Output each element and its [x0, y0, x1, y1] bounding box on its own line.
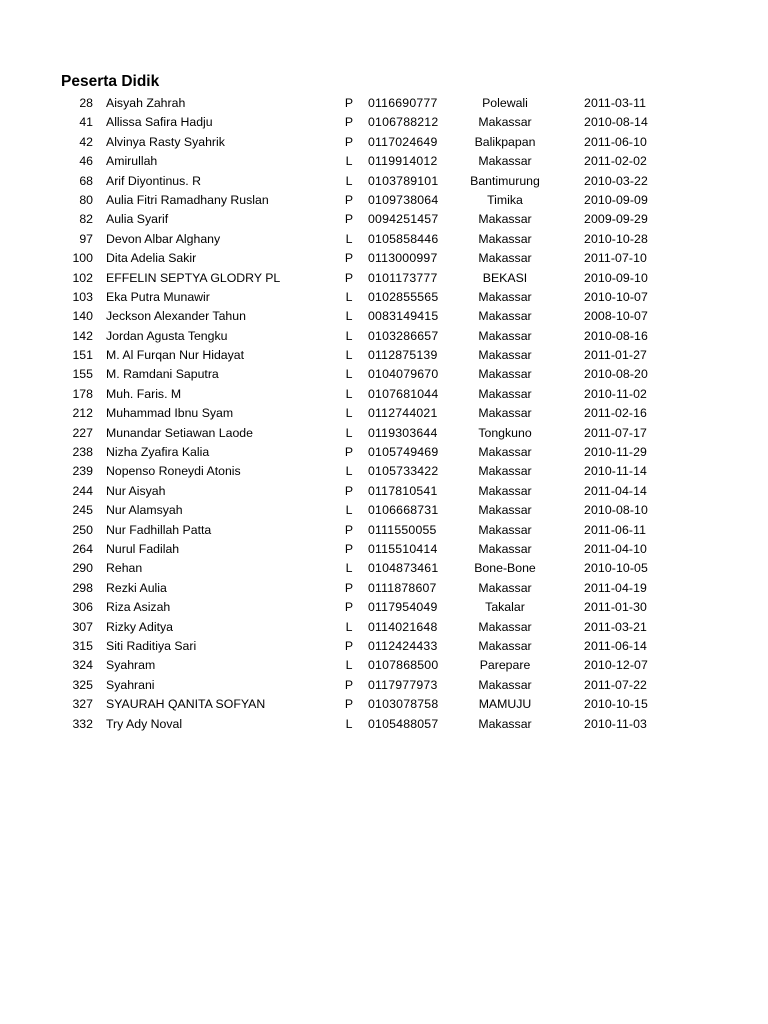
student-birth-date: 2011-04-14	[584, 483, 647, 498]
student-birth-date: 2011-06-11	[584, 522, 647, 537]
student-nisn: 0103789101	[368, 173, 439, 188]
student-name: Siti Raditiya Sari	[106, 638, 197, 653]
student-birthplace: Makassar	[478, 289, 532, 304]
student-row	[0, 598, 768, 617]
student-name: Jordan Agusta Tengku	[106, 328, 228, 343]
student-nisn: 0117024649	[368, 134, 438, 149]
student-sex: P	[344, 697, 354, 712]
student-row	[0, 346, 768, 365]
student-row	[0, 249, 768, 268]
student-nisn: 0112875139	[368, 348, 438, 363]
student-nisn: 0117977973	[368, 677, 438, 692]
student-row	[0, 637, 768, 656]
student-birthplace: Makassar	[478, 231, 532, 246]
student-name: Arif Diyontinus. R	[106, 173, 201, 188]
student-number: 315	[72, 638, 93, 653]
student-name: Devon Albar Alghany	[106, 231, 221, 246]
student-nisn: 0104079670	[368, 367, 439, 382]
student-nisn: 0103286657	[368, 328, 439, 343]
student-birthplace: BEKASI	[482, 270, 528, 285]
student-birth-date: 2010-08-20	[584, 367, 648, 382]
student-birth-date: 2011-06-10	[584, 134, 647, 149]
student-birthplace: Makassar	[478, 154, 532, 169]
student-number: 306	[72, 600, 93, 615]
student-sex: P	[344, 134, 354, 149]
student-number: 68	[79, 173, 93, 188]
student-sex: P	[344, 541, 354, 556]
student-row	[0, 656, 768, 675]
student-sex: L	[345, 386, 353, 401]
student-name: EFFELIN SEPTYA GLODRY PL	[106, 270, 281, 285]
student-row	[0, 113, 768, 132]
student-number: 245	[72, 503, 93, 518]
student-birth-date: 2010-10-05	[584, 561, 648, 576]
student-sex: P	[344, 638, 354, 653]
student-row	[0, 443, 768, 462]
student-birthplace: Makassar	[478, 115, 532, 130]
student-sex: P	[344, 677, 354, 692]
student-birthplace: Makassar	[478, 406, 532, 421]
student-row	[0, 269, 768, 288]
student-birthplace: Timika	[487, 192, 523, 207]
student-row	[0, 424, 768, 443]
student-row	[0, 288, 768, 307]
student-birthplace: Makassar	[478, 638, 532, 653]
student-row	[0, 191, 768, 210]
page-title: Peserta Didik	[61, 73, 160, 90]
student-birth-date: 2010-08-16	[584, 328, 648, 343]
student-sex: P	[344, 270, 354, 285]
student-sex: P	[344, 251, 354, 266]
student-nisn: 0103078758	[368, 697, 439, 712]
student-birth-date: 2011-04-19	[584, 580, 647, 595]
student-birthplace: Makassar	[478, 386, 532, 401]
student-name: Jeckson Alexander Tahun	[106, 309, 246, 324]
student-sex: L	[345, 231, 353, 246]
student-name: Aulia Syarif	[106, 212, 169, 227]
student-number: 244	[72, 483, 93, 498]
student-birthplace: Makassar	[478, 212, 532, 227]
student-nisn: 0111878607	[368, 580, 437, 595]
student-birth-date: 2011-03-11	[584, 96, 647, 110]
student-sex: P	[344, 96, 354, 110]
student-nisn: 0115510414	[368, 541, 438, 556]
student-number: 307	[72, 619, 93, 634]
student-number: 178	[72, 386, 93, 401]
student-number: 80	[79, 192, 93, 207]
student-birthplace: Makassar	[478, 580, 532, 595]
student-number: 250	[72, 522, 93, 537]
student-birthplace: Makassar	[478, 503, 532, 518]
student-birthplace: Makassar	[478, 464, 532, 479]
student-birthplace: Bantimurung	[470, 173, 540, 188]
student-birth-date: 2011-03-21	[584, 619, 647, 634]
student-nisn: 0102855565	[368, 289, 439, 304]
student-birth-date: 2010-08-14	[584, 115, 648, 130]
student-row	[0, 327, 768, 346]
student-nisn: 0105749469	[368, 445, 439, 460]
student-sex: P	[344, 445, 354, 460]
student-name: Munandar Setiawan Laode	[106, 425, 253, 440]
student-number: 239	[72, 464, 93, 479]
student-number: 227	[72, 425, 93, 440]
student-nisn: 0107681044	[368, 386, 439, 401]
student-sex: L	[345, 154, 353, 169]
student-row	[0, 365, 768, 384]
student-sex: L	[345, 289, 353, 304]
student-birth-date: 2008-10-07	[584, 309, 648, 324]
student-birth-date: 2010-11-29	[584, 445, 647, 460]
student-number: 97	[79, 231, 93, 246]
student-nisn: 0111550055	[368, 522, 437, 537]
student-name: Allissa Safira Hadju	[106, 115, 213, 130]
student-birthplace: Makassar	[478, 328, 532, 343]
student-birth-date: 2010-10-15	[584, 697, 648, 712]
student-number: 151	[72, 348, 93, 363]
student-birth-date: 2011-04-10	[584, 541, 647, 556]
student-name: Rezki Aulia	[106, 580, 167, 595]
student-birth-date: 2010-12-07	[584, 658, 648, 673]
student-birthplace: Makassar	[478, 619, 532, 634]
student-row	[0, 695, 768, 714]
student-nisn: 0106788212	[368, 115, 439, 130]
student-row	[0, 210, 768, 229]
student-sex: L	[345, 561, 353, 576]
student-sex: P	[344, 115, 354, 130]
student-birth-date: 2010-10-28	[584, 231, 648, 246]
student-number: 41	[79, 115, 93, 130]
student-name: M. Al Furqan Nur Hidayat	[106, 348, 245, 363]
student-name: Amirullah	[106, 154, 158, 169]
student-birthplace: Makassar	[478, 367, 532, 382]
student-number: 102	[72, 270, 93, 285]
student-birth-date: 2011-01-27	[584, 348, 647, 363]
student-birth-date: 2010-09-10	[584, 270, 648, 285]
student-birthplace: Makassar	[478, 251, 532, 266]
student-name: M. Ramdani Saputra	[106, 367, 219, 382]
student-number: 42	[79, 134, 93, 149]
student-birthplace: Makassar	[478, 716, 532, 731]
student-nisn: 0112424433	[368, 638, 438, 653]
student-name: SYAURAH QANITA SOFYAN	[106, 697, 266, 712]
student-birth-date: 2010-11-03	[584, 716, 647, 731]
student-sex: P	[344, 600, 354, 615]
student-sex: L	[345, 348, 353, 363]
student-nisn: 0105733422	[368, 464, 439, 479]
student-number: 103	[72, 289, 93, 304]
student-row	[0, 579, 768, 598]
student-sex: L	[345, 503, 353, 518]
student-sex: L	[345, 328, 353, 343]
student-row	[0, 676, 768, 695]
student-sex: L	[345, 464, 353, 479]
student-birth-date: 2010-11-02	[584, 386, 647, 401]
student-number: 140	[72, 309, 93, 324]
student-number: 155	[72, 367, 93, 382]
student-sex: L	[345, 406, 353, 421]
student-row	[0, 307, 768, 326]
student-birthplace: Takalar	[485, 600, 525, 615]
student-nisn: 0119303644	[368, 425, 438, 440]
student-name: Nur Alamsyah	[106, 503, 183, 518]
student-row	[0, 482, 768, 501]
student-row	[0, 385, 768, 404]
student-number: 298	[72, 580, 93, 595]
student-name: Nopenso Roneydi Atonis	[106, 464, 241, 479]
student-birth-date: 2011-02-16	[584, 406, 647, 421]
student-birth-date: 2011-01-30	[584, 600, 647, 615]
student-number: 332	[72, 716, 93, 731]
student-birth-date: 2011-07-17	[584, 425, 647, 440]
student-number: 46	[79, 154, 93, 169]
student-row	[0, 501, 768, 520]
student-birth-date: 2011-02-02	[584, 154, 647, 169]
student-row	[0, 152, 768, 171]
student-birth-date: 2011-06-14	[584, 638, 647, 653]
student-birthplace: Makassar	[478, 445, 532, 460]
student-birthplace: Bone-Bone	[474, 561, 536, 576]
student-name: Eka Putra Munawir	[106, 289, 210, 304]
student-sex: P	[344, 192, 354, 207]
student-name: Aulia Fitri Ramadhany Ruslan	[106, 192, 269, 207]
student-name: Muh. Faris. M	[106, 386, 182, 401]
student-name: Muhammad Ibnu Syam	[106, 406, 234, 421]
student-name: Riza Asizah	[106, 600, 171, 615]
student-name: Nur Aisyah	[106, 483, 166, 498]
student-birthplace: Tongkuno	[478, 425, 532, 440]
student-birth-date: 2010-08-10	[584, 503, 648, 518]
student-nisn: 0109738064	[368, 192, 439, 207]
student-row	[0, 230, 768, 249]
student-number: 212	[72, 406, 93, 421]
student-row	[0, 404, 768, 423]
student-row	[0, 133, 768, 152]
student-number: 100	[72, 251, 93, 266]
student-name: Rizky Aditya	[106, 619, 173, 634]
student-birthplace: Makassar	[478, 677, 532, 692]
student-nisn: 0105858446	[368, 231, 439, 246]
student-nisn: 0101173777	[368, 270, 438, 285]
student-list	[0, 94, 768, 734]
student-number: 324	[72, 658, 93, 673]
student-sex: L	[345, 716, 353, 731]
student-birthplace: Parepare	[479, 658, 531, 673]
student-row	[0, 462, 768, 481]
student-birth-date: 2010-03-22	[584, 173, 648, 188]
student-number: 325	[72, 677, 93, 692]
student-row	[0, 94, 768, 113]
student-birth-date: 2010-10-07	[584, 289, 648, 304]
student-row	[0, 172, 768, 191]
student-sex: L	[345, 425, 353, 440]
student-number: 290	[72, 561, 93, 576]
student-sex: L	[345, 309, 353, 324]
student-nisn: 0107868500	[368, 658, 439, 673]
student-birthplace: Makassar	[478, 483, 532, 498]
student-nisn: 0094251457	[368, 212, 439, 227]
student-birthplace: Balikpapan	[474, 134, 536, 149]
student-birth-date: 2011-07-10	[584, 251, 647, 266]
student-sex: P	[344, 483, 354, 498]
student-birthplace: Makassar	[478, 348, 532, 363]
student-nisn: 0112744021	[368, 406, 438, 421]
student-nisn: 0116690777	[368, 96, 438, 110]
student-name: Nurul Fadilah	[106, 541, 180, 556]
student-nisn: 0104873461	[368, 561, 439, 576]
student-name: Syahram	[106, 658, 156, 673]
student-number: 264	[72, 541, 93, 556]
student-nisn: 0117954049	[368, 600, 438, 615]
student-number: 82	[79, 212, 93, 227]
student-sex: P	[344, 580, 354, 595]
student-name: Nizha Zyafira Kalia	[106, 445, 210, 460]
student-row	[0, 715, 768, 734]
student-number: 28	[79, 96, 93, 110]
student-birth-date: 2011-07-22	[584, 677, 647, 692]
student-birthplace: MAMUJU	[478, 697, 532, 712]
student-name: Try Ady Noval	[106, 716, 183, 731]
student-sex: L	[345, 619, 353, 634]
student-sex: L	[345, 173, 353, 188]
student-number: 327	[72, 697, 93, 712]
student-nisn: 0105488057	[368, 716, 439, 731]
student-birth-date: 2010-11-14	[584, 464, 647, 479]
student-sex: P	[344, 212, 354, 227]
student-name: Nur Fadhillah Patta	[106, 522, 212, 537]
student-nisn: 0117810541	[368, 483, 438, 498]
student-nisn: 0114021648	[368, 619, 438, 634]
student-number: 142	[72, 328, 93, 343]
student-row	[0, 618, 768, 637]
student-row	[0, 540, 768, 559]
student-name: Rehan	[106, 561, 143, 576]
student-row	[0, 521, 768, 540]
student-row	[0, 559, 768, 578]
student-nisn: 0119914012	[368, 154, 438, 169]
student-nisn: 0083149415	[368, 309, 439, 324]
student-nisn: 0113000997	[368, 251, 438, 266]
student-sex: L	[345, 658, 353, 673]
student-birth-date: 2010-09-09	[584, 192, 648, 207]
student-name: Alvinya Rasty Syahrik	[106, 134, 225, 149]
student-birthplace: Makassar	[478, 541, 532, 556]
student-name: Dita Adelia Sakir	[106, 251, 197, 266]
student-nisn: 0106668731	[368, 503, 439, 518]
student-name: Aisyah Zahrah	[106, 96, 186, 110]
student-birthplace: Makassar	[478, 309, 532, 324]
student-number: 238	[72, 445, 93, 460]
student-name: Syahrani	[106, 677, 155, 692]
student-birth-date: 2009-09-29	[584, 212, 648, 227]
student-sex: L	[345, 367, 353, 382]
student-birthplace: Polewali	[482, 96, 528, 110]
student-sex: P	[344, 522, 354, 537]
student-birthplace: Makassar	[478, 522, 532, 537]
